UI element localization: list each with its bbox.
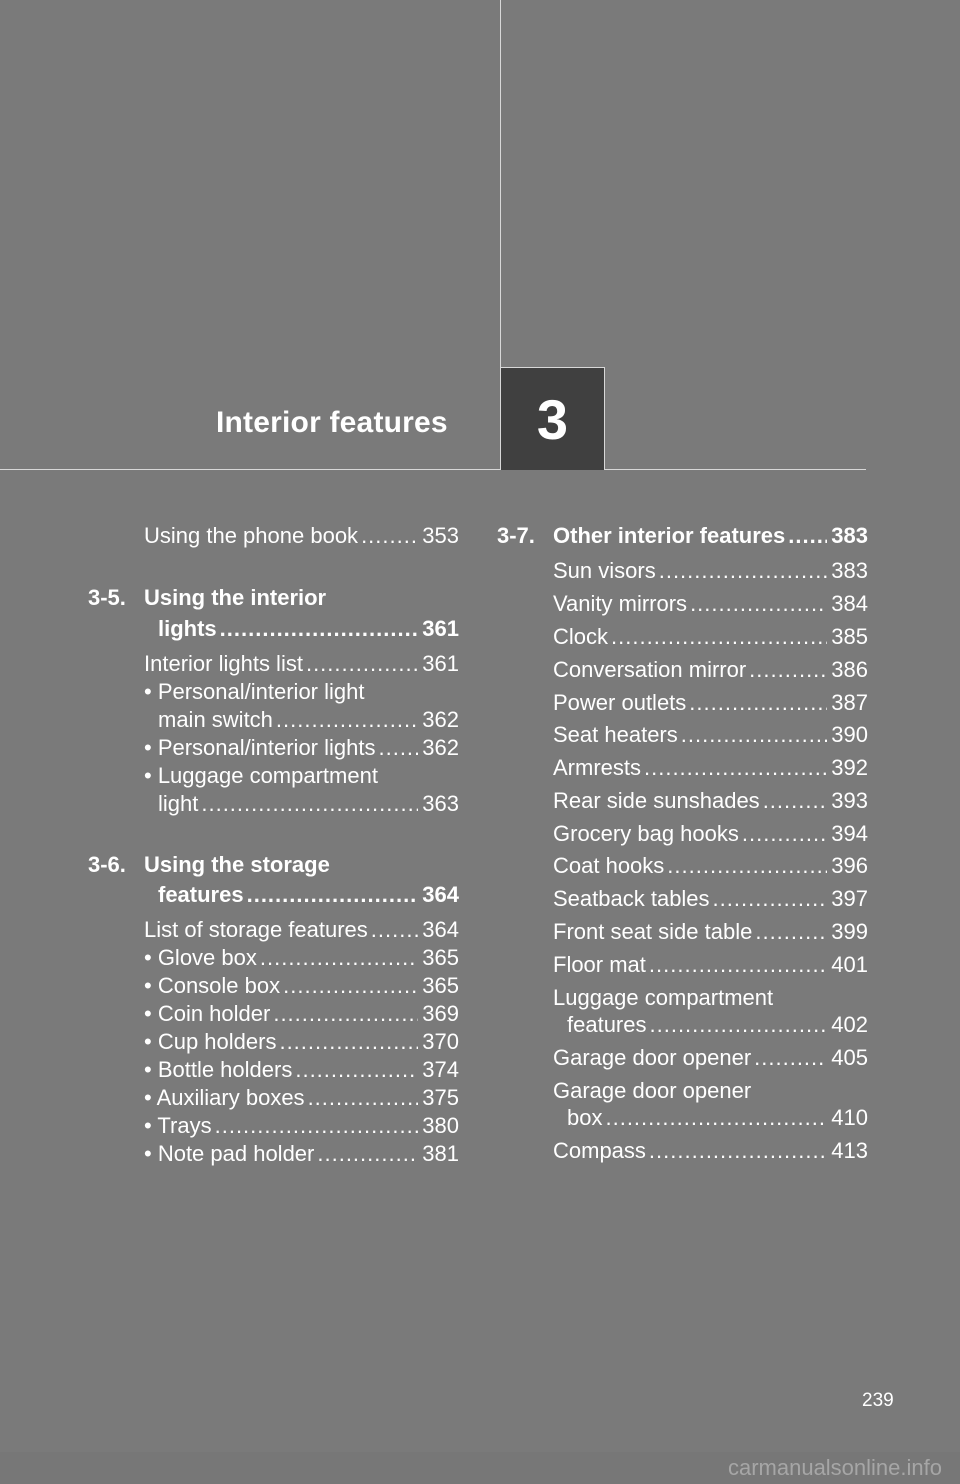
toc-entry[interactable]: Sun visors ..... 383: [553, 557, 868, 585]
toc-entry[interactable]: Floor mat ..... 401: [553, 951, 868, 979]
toc-entry[interactable]: • Console box ..... 365: [144, 972, 459, 1000]
chapter-number-tab: 3: [500, 367, 605, 470]
toc-entry[interactable]: Power outlets ..... 387: [553, 689, 868, 717]
section-heading-3-6-page[interactable]: features ..... 364: [158, 881, 459, 909]
page-number: 239: [862, 1390, 894, 1411]
chapter-title: Interior features: [216, 406, 448, 439]
toc-entry[interactable]: Seatback tables ..... 397: [553, 885, 868, 913]
toc-entry[interactable]: • Auxiliary boxes ..... 375: [144, 1084, 459, 1112]
toc-entry-line1[interactable]: • Personal/interior light: [144, 679, 365, 704]
toc-entry[interactable]: Using the phone book ..... 353: [144, 522, 459, 550]
toc-entry[interactable]: Conversation mirror ..... 386: [553, 656, 868, 684]
toc-entry[interactable]: Front seat side table ..... 399: [553, 918, 868, 946]
toc-entry[interactable]: Garage door opener ..... 405: [553, 1044, 868, 1072]
toc-entry[interactable]: List of storage features ..... 364: [144, 916, 459, 944]
toc-entry-line1[interactable]: Garage door opener: [553, 1078, 752, 1103]
toc-entry[interactable]: Interior lights list ..... 361: [144, 650, 459, 678]
toc-entry[interactable]: • Cup holders ..... 370: [144, 1028, 459, 1056]
toc-entry[interactable]: box ..... 410: [567, 1104, 868, 1132]
toc-entry[interactable]: Seat heaters ..... 390: [553, 721, 868, 749]
toc-entry[interactable]: • Glove box ..... 365: [144, 944, 459, 972]
toc-entry[interactable]: Clock ..... 385: [553, 623, 868, 651]
toc-entry[interactable]: main switch ..... 362: [158, 706, 459, 734]
toc-entry[interactable]: • Note pad holder ..... 381: [144, 1140, 459, 1168]
toc-entry[interactable]: • Bottle holders ..... 374: [144, 1056, 459, 1084]
section-heading-3-5-page[interactable]: lights ..... 361: [158, 615, 459, 643]
toc-entry[interactable]: features ..... 402: [567, 1011, 868, 1039]
toc-entry[interactable]: Rear side sunshades ..... 393: [553, 787, 868, 815]
chapter-horizontal-rule: [0, 469, 866, 470]
toc-entry[interactable]: • Personal/interior lights ..... 362: [144, 734, 459, 762]
toc-entry-line1[interactable]: Luggage compartment: [553, 985, 774, 1010]
toc-entry[interactable]: Coat hooks ..... 396: [553, 852, 868, 880]
watermark: carmanualsonline.info: [0, 1452, 960, 1484]
toc-entry-line1[interactable]: • Luggage compartment: [144, 763, 378, 788]
chapter-vertical-rule: [500, 0, 501, 368]
toc-entry[interactable]: light ..... 363: [158, 790, 459, 818]
toc-entry[interactable]: • Trays ..... 380: [144, 1112, 459, 1140]
toc-entry[interactable]: Vanity mirrors ..... 384: [553, 590, 868, 618]
toc-entry[interactable]: • Coin holder ..... 369: [144, 1000, 459, 1028]
toc-entry[interactable]: Grocery bag hooks ..... 394: [553, 820, 868, 848]
toc-entry[interactable]: Armrests ..... 392: [553, 754, 868, 782]
toc-entry[interactable]: Compass ..... 413: [553, 1137, 868, 1165]
